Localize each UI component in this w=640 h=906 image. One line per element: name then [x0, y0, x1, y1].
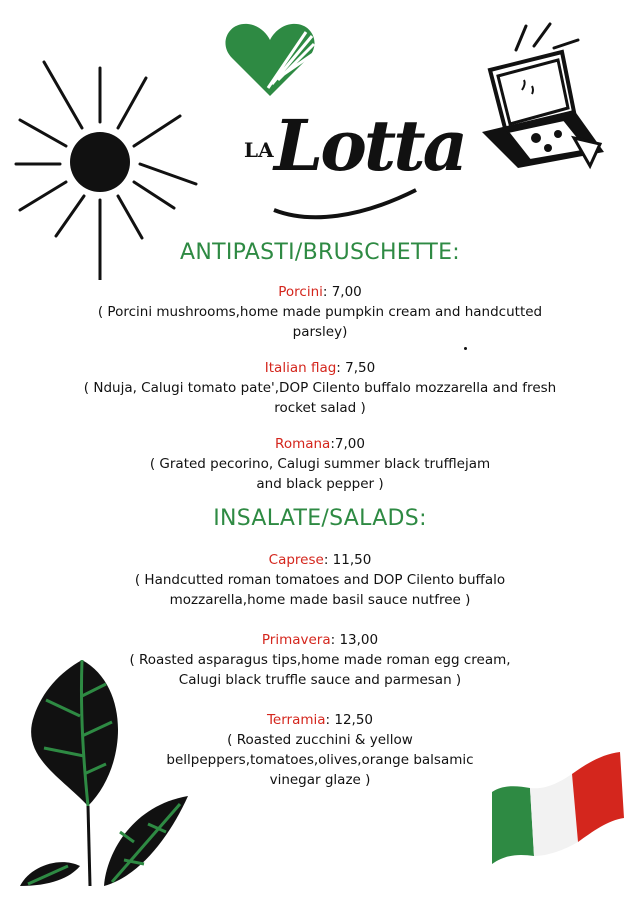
item-title	[0, 550, 640, 570]
item-name: Porcini	[278, 284, 323, 300]
menu-item-romana	[0, 434, 640, 494]
item-name: Italian flag	[264, 360, 337, 376]
leaf-plant-icon	[20, 656, 196, 886]
item-price: : 7,50	[336, 360, 376, 376]
menu-item-porcini	[0, 282, 640, 342]
item-desc-line: bellpeppers,tomatoes,olives,orange balsamic	[166, 752, 474, 768]
item-desc-line: ( Porcini mushrooms,home made pumpkin cream and handcutted	[97, 304, 543, 320]
item-title	[0, 630, 640, 650]
item-desc-line: ( Grated pecorino, Calugi summer black trufflejam	[149, 456, 491, 472]
item-name: Primavera	[261, 632, 331, 648]
menu-item-caprese	[0, 550, 640, 610]
item-desc-line: vinegar glaze )	[269, 772, 371, 788]
item-title	[0, 282, 640, 302]
item-name: Caprese	[268, 552, 324, 568]
section-title-salads: INSALATE/SALADS:	[213, 506, 427, 531]
item-price: : 11,50	[323, 552, 372, 568]
item-desc-line: Calugi black truffle sauce and parmesan )	[178, 672, 462, 688]
logo-swash	[270, 184, 420, 224]
logo-name: Lotta	[274, 104, 465, 187]
item-price: : 7,00	[322, 284, 362, 300]
item-desc-line: ( Handcutted roman tomatoes and DOP Cilento buffalo	[134, 572, 506, 588]
item-title	[0, 434, 640, 454]
item-price: : 13,00	[330, 632, 379, 648]
italian-flag-icon	[490, 748, 626, 868]
item-name: Terramia	[266, 712, 326, 728]
item-price: : 12,50	[325, 712, 374, 728]
section-title-antipasti: ANTIPASTI/BRUSCHETTE:	[180, 240, 460, 265]
item-price: :7,00	[330, 436, 365, 452]
item-desc-line: parsley)	[292, 324, 348, 340]
item-desc-line: ( Roasted asparagus tips,home made roman egg cream,	[129, 652, 511, 668]
logo-prefix: LA	[244, 138, 274, 162]
item-title	[0, 358, 640, 378]
heart-icon	[222, 18, 318, 100]
pizza-box-icon	[478, 20, 608, 172]
item-desc-line: rocket salad )	[274, 400, 366, 416]
menu-item-italian-flag	[0, 358, 640, 418]
item-desc-line: mozzarella,home made basil sauce nutfree )	[169, 592, 471, 608]
item-desc-line: and black pepper )	[256, 476, 384, 492]
dot	[464, 347, 467, 350]
item-name: Romana	[275, 436, 331, 452]
item-desc-line: ( Roasted zucchini & yellow	[227, 732, 413, 748]
item-desc-line: ( Nduja, Calugi tomato pate',DOP Cilento buffalo mozzarella and fresh	[83, 380, 557, 396]
